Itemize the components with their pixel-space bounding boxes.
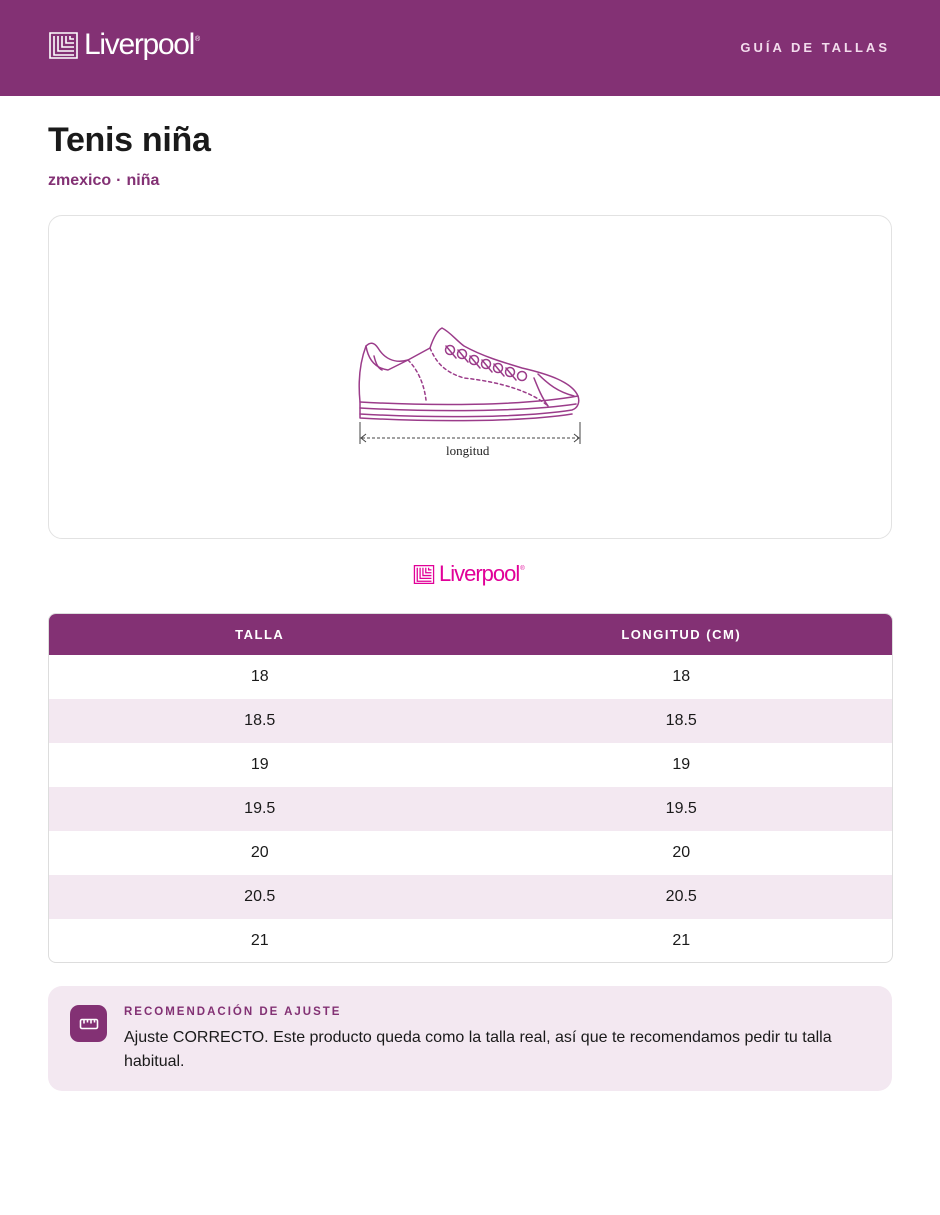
liverpool-mark-icon [413,564,435,585]
table-row [49,743,892,787]
table-row [49,655,892,699]
product-category: niña [126,172,160,189]
center-brand-name: Liverpool [439,561,520,586]
sneaker-measurement-illustration [352,322,588,462]
cell-size: 20 [250,844,269,861]
product-subtitle [48,172,159,190]
cell-size: 19.5 [244,800,276,817]
ruler-icon [70,1005,107,1042]
cell-length: 19 [672,756,691,773]
length-caption: longitud [446,443,490,458]
table-row [49,787,892,831]
size-table [48,613,893,963]
center-registered-mark: ® [520,566,525,572]
cell-size: 18.5 [244,712,276,729]
cell-length: 18 [672,668,691,685]
table-row [49,831,892,875]
registered-mark: ® [195,36,201,43]
liverpool-logo[interactable] [48,30,200,60]
brand-name: Liverpool [84,28,195,61]
cell-size: 18 [250,668,269,685]
cell-size: 21 [250,932,269,949]
table-row [49,919,892,963]
page-title: Tenis niña [48,121,211,159]
page-header [0,0,940,96]
liverpool-mark-icon [48,31,79,60]
column-header-size: TALLA [235,627,285,642]
product-brand: zmexico [48,172,112,189]
column-header-length: LONGITUD (CM) [621,627,742,642]
cell-length: 21 [672,932,691,949]
table-header-row [49,614,892,655]
subtitle-separator: · [116,172,122,189]
cell-length: 19.5 [665,800,697,817]
cell-size: 19 [250,756,269,773]
cell-length: 18.5 [665,712,697,729]
cell-length: 20.5 [665,888,697,905]
size-guide-link[interactable]: GUÍA DE TALLAS [740,40,890,55]
center-liverpool-logo [413,563,525,585]
table-row [49,875,892,919]
fit-recommendation-label: RECOMENDACIÓN DE AJUSTE [124,1006,342,1018]
cell-size: 20.5 [244,888,276,905]
fit-recommendation-card [48,986,892,1091]
fit-recommendation-text: Ajuste CORRECTO. Este producto queda como la talla real, así que te recomendamos pedir tu talla habitual. [124,1029,832,1070]
cell-length: 20 [672,844,691,861]
table-row [49,699,892,743]
